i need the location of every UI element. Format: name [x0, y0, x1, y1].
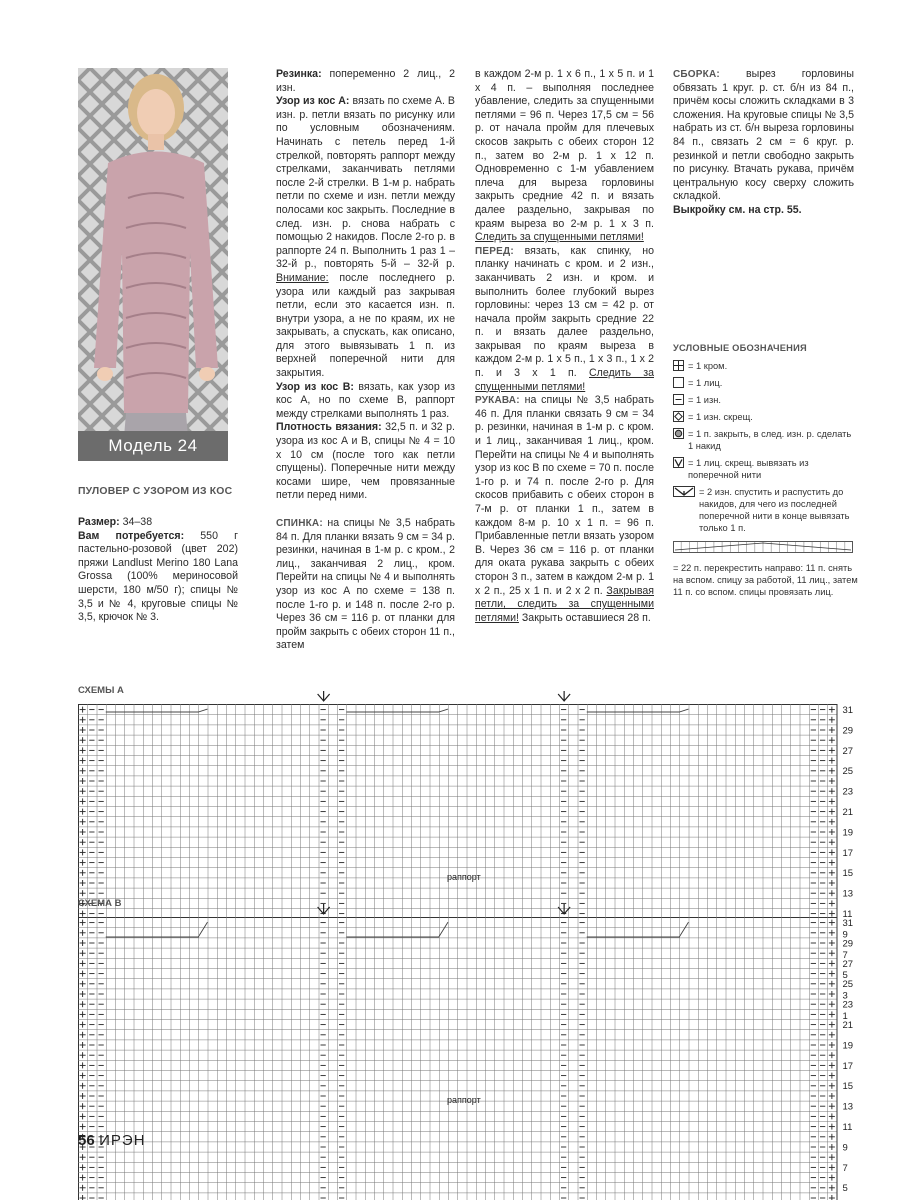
row-number: 7: [842, 949, 848, 961]
legend-text: = 1 п. закрыть, в след. изн. р. сделать 1 накид: [688, 429, 852, 451]
gauge-label: Плотность вязания:: [276, 421, 382, 434]
row-number: 31: [842, 918, 854, 929]
purl-stitch-icon: [673, 394, 684, 405]
pattern-a-text: вязать по схеме А. В изн. р. петли вязать по рисунку или по условным обозначениям. Начинать с петель перед 1-й стрелкой, повторять раппорт между стрелками, заканчивать петлями после 2-й стрелки. В 1-м р. набрать петли по схеме и изн. петли между полосами кос закрыть. Последние в след. изн. р. снова набрать с помощью 2 накидов. После 2-го р. в раппорте 24 п. Выполнить 1 раз 1 – 32-й р., повторять 5-й – 32-й р.: [276, 95, 455, 271]
row-number: 9: [842, 929, 848, 941]
back-continued-text: в каждом 2-м р. 1 х 6 п., 1 х 5 п. и 1 х 4 п. – выполняя последнее убавление, следить за спущенными петлями = 96 п. Через 17,5 см = 56 р. от начала пройм для плечевых скосов закрыть с обеих сторон 12 п., затем во 2-м р. 1 х 12 п. Одновременно с 1-м убавлением плеча для выреза горловины закрыть средние 42 п. и вязать далее раздельно, закрывая по краям выреза во 2-м р. 1 х 3 п.: [475, 68, 654, 230]
row-number: 25: [842, 766, 854, 778]
bind-off-icon: [673, 428, 684, 439]
drop-stitch-icon: [318, 904, 330, 914]
cable-cross-icon: [673, 540, 858, 558]
row-number: 19: [842, 827, 854, 839]
edge-stitch-icon: [673, 360, 684, 371]
legend-text: = 22 п. перекрестить направо: 11 п. снять на вспом. спицу за работой, 11 лиц., затем 11 п. со вспом. спицы провязать лиц.: [673, 563, 858, 597]
row-number: 17: [842, 847, 854, 859]
sleeve-end-text: Закрыть оставшиеся 28 п.: [518, 611, 651, 624]
front-text: вязать, как спинку, но планку начинать с кром. и 2 изн., заканчивать 2 изн. и кром. и выполнить более глубокий вырез горловины: через 13 см = 42 р. от начала пройм закрыть средние 22 п. и вязать далее раздельно, закрывая по краям выреза в каждом 2-м р. 1 х 5 п., 1 х 3 п., 1 х 2 п. и 3 х 1 п.: [475, 244, 654, 380]
pattern-reference: Выкройку см. на стр. 55.: [673, 203, 802, 216]
legend-item: [673, 377, 858, 389]
attention-label: Внимание:: [276, 271, 329, 284]
chart-b-repeat-label: раппорт: [447, 1095, 481, 1105]
row-number: 1: [842, 1011, 848, 1022]
front-warning: Следить за спущенными петлями!: [475, 367, 654, 393]
row-number: 19: [842, 1040, 854, 1052]
legend-item: [673, 394, 858, 406]
legend-title: УСЛОВНЫЕ ОБОЗНАЧЕНИЯ: [673, 343, 807, 353]
sleeve-text: на спицы № 3,5 набрать 46 п. Для планки связать 9 см = 34 р. резинки, начиная в 1-м р. с кром. и 1 лиц., заканчивая 1 лиц., кром. Перейти на спицы № 4 и выполнять узор из кос В по схеме = 70 п. после 1-го р. и 74 п. после 2-го р. Для скосов прибавить с обеих сторон в 7-м р. от планки 1 п., затем в каждом 8-м р. 10 х 1 п. = 96 п. Прибавленные петли вязать узором В. Через 36 см = 116 р. от планки для оката рукава закрыть с обеих сторон 3 п., затем в каждом 2-м р. 1 х 2 п., 25 х 1 п. и 2 х 2 п.: [475, 394, 654, 597]
row-number: 11: [842, 1122, 853, 1133]
back-label: СПИНКА:: [276, 518, 323, 529]
drop-stitch-icon: [558, 904, 570, 914]
legend: [673, 343, 858, 603]
row-number: 13: [842, 1101, 854, 1113]
row-number: 23: [842, 786, 854, 798]
size-value: 34–38: [119, 516, 153, 528]
model-caption: Модель 24: [78, 431, 228, 461]
row-number: 31: [842, 705, 854, 716]
row-number: 23: [842, 999, 854, 1011]
row-number: 3: [842, 990, 848, 1002]
chart-a-repeat-label: раппорт: [447, 872, 481, 882]
page-number: 56: [78, 1132, 95, 1149]
row-number: 15: [842, 1081, 854, 1093]
gauge-text: 32,5 п. и 32 р. узора из кос А и В, спицы № 4 = 10 х 10 см (после того как петли спущены). Поперечные нити между косами шире, чем провязанные петли перед ними.: [276, 421, 455, 502]
rib-label: Резинка:: [276, 68, 322, 80]
front-label: ПЕРЕД:: [475, 245, 514, 257]
sleeve-label: РУКАВА:: [475, 395, 520, 407]
pattern-a-label: Узор из кос А:: [276, 95, 350, 108]
pattern-b-label: Узор из кос В:: [276, 380, 354, 393]
back-warning: Следить за спущенными петлями!: [475, 231, 644, 244]
column-2-text: [276, 68, 455, 653]
pattern-a-note: после последнего р. узора или каждый раз закрывая петли, если это касается изн. п. внутри узора, а не по краям, их не закрывать, а спускать, как описано, для этого вывязывать 1 п. из верхней поперечной нити для закрытия.: [276, 271, 455, 380]
rib-text: попеременно 2 лиц., 2 изн.: [276, 68, 455, 94]
materials-value: 550 г пастельно-розовой (цвет 202) пряжи Landlust Merino 180 Lana Grossa (100% мериносовой шерсти, 180 м/50 г); спицы № 3,5 и № 4, круговые спицы № 3,5, крючок № 3.: [78, 529, 238, 624]
drop-stitch-icon: [558, 691, 570, 701]
legend-item: [673, 457, 858, 481]
chart-b-title: СХЕМА В: [78, 898, 122, 909]
row-number: 13: [842, 888, 854, 900]
legend-item: [673, 486, 858, 534]
legend-item: [673, 562, 858, 598]
legend-text: = 2 изн. спустить и распустить до накидов, для чего из последней поперечной нити в конце вывязать только 1 п.: [699, 487, 850, 533]
row-number: 21: [842, 1020, 854, 1031]
legend-text: = 1 изн.: [688, 395, 721, 405]
back-text: на спицы № 3,5 набрать 84 п. Для планки вязать 9 см = 34 р. резинки, начиная в 1-м р. с кром., 2 лиц., заканчивая 2 лиц., кром. Перейти на спицы № 4 и выполнять узор из кос А по схеме = 138 п. после 1-го р. и 148 п. после 2-го р. Через 36 см = 116 р. от планки для пройм закрыть с обеих сторон 11 п., затем: [276, 517, 455, 652]
materials-label: Вам потребуется:: [78, 529, 185, 542]
legend-text: = 1 лиц.: [688, 378, 723, 388]
row-number: 29: [842, 725, 854, 737]
legend-text: = 1 лиц. скрещ. вывязать из поперечной нити: [688, 458, 809, 480]
row-number: 15: [842, 868, 854, 880]
row-number: 5: [842, 1183, 848, 1195]
legend-text: = 1 кром.: [688, 361, 728, 371]
row-number: 29: [842, 938, 854, 950]
size-label: Размер:: [78, 516, 120, 528]
row-number: 7: [842, 1162, 848, 1174]
row-number: 25: [842, 979, 854, 991]
knit-stitch-icon: [673, 377, 684, 388]
assembly-text: вырез горловины обвязать 1 круг. р. ст. б/н из 84 п., причём косы сложить складками в 3 сложения. На круговые спицы № 3,5 набрать из ст. б/н выреза горловины 84 п., связать 2 см = 6 круг. р. резинкой и петли свободно закрыть по рисунку. Втачать рукава, причём центральную косу сверху сложить складкой.: [673, 68, 854, 203]
row-number: 17: [842, 1060, 854, 1072]
row-number: 11: [842, 909, 853, 920]
legend-item: [673, 360, 858, 372]
drop-stitch-icon: [318, 691, 330, 701]
assembly-label: СБОРКА:: [673, 69, 720, 80]
twisted-purl-icon: [673, 411, 684, 422]
column-4-text: [673, 68, 854, 218]
model-photo: [78, 68, 228, 461]
legend-item: [673, 428, 858, 452]
article-title: ПУЛОВЕР С УЗОРОМ ИЗ КОС: [78, 486, 233, 497]
model-photo-illustration: [78, 68, 228, 461]
drop-stitch-icon: [673, 486, 695, 497]
pattern-b-text: вязать, как узор из кос А, но по схеме В, раппорт между стрелками выполнять 1 раз.: [276, 380, 455, 420]
column-3-text: [475, 68, 654, 625]
row-number: 9: [842, 1142, 848, 1154]
materials-block: [78, 516, 238, 625]
legend-item: [673, 411, 858, 423]
row-number: 5: [842, 970, 848, 982]
page-footer: [78, 1132, 146, 1150]
legend-text: = 1 изн. скрещ.: [688, 412, 753, 422]
row-number: 27: [842, 745, 854, 757]
row-number: 21: [842, 807, 854, 818]
row-number: 27: [842, 958, 854, 970]
magazine-name: ИРЭН: [99, 1132, 146, 1149]
twisted-knit-icon: [673, 457, 684, 468]
chart-a-title: СХЕМЫ А: [78, 685, 124, 696]
sleeve-warning: Закрывая петли, следить за спущенными петлями!: [475, 584, 654, 624]
